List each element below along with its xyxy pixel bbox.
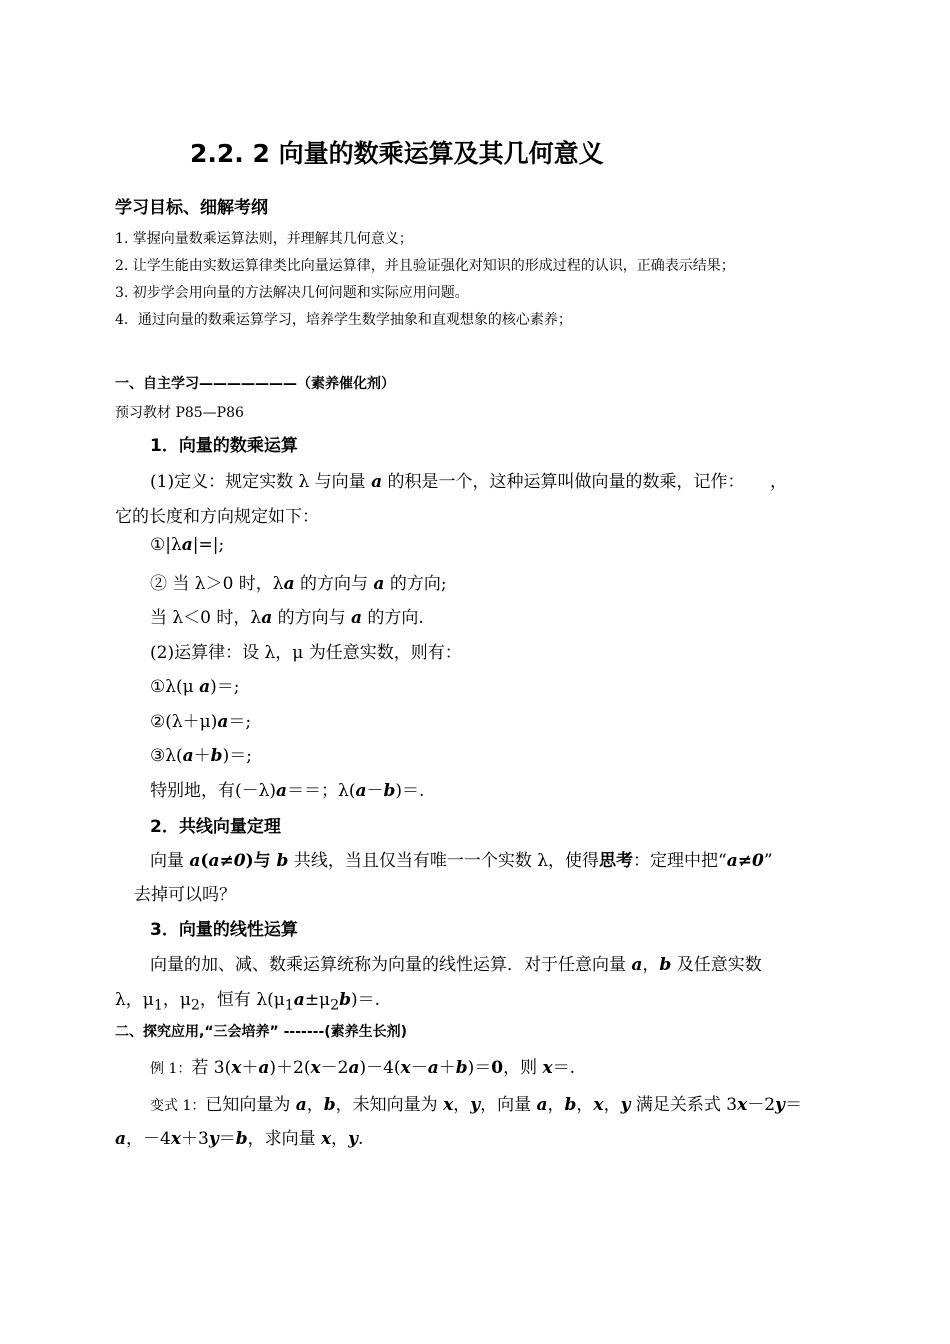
topic1-heading: 1．向量的数乘运算 [150, 436, 298, 456]
text-segment: ， [453, 1095, 471, 1115]
text-segment: ＝ [218, 1129, 236, 1149]
vector-symbol: b [455, 1058, 468, 1078]
vector-symbol: a [631, 955, 643, 975]
example-label: 例 1： [150, 1061, 192, 1077]
text-segment: )＝ [467, 1058, 492, 1078]
text-segment: ， [306, 1095, 324, 1115]
text-segment: 的方向与 [294, 574, 374, 594]
objective-item: 4．通过向量的数乘运算学习，培养学生数学抽象和直观想象的核心素养； [115, 312, 572, 328]
text-segment: ③λ( [150, 746, 183, 766]
text-segment: －2 [320, 1058, 349, 1078]
definition-line-2: 它的长度和方向规定如下： [115, 507, 319, 527]
objective-item: 2. 让学生能由实数运算律类比向量运算律，并且验证强化对知识的形成过程的认识，正确表示结果； [115, 258, 735, 274]
subscript: 2 [190, 997, 200, 1014]
text-segment: ±μ [304, 990, 331, 1010]
text-segment: )＋2( [269, 1058, 311, 1078]
text-segment: －2 [747, 1095, 776, 1115]
text-segment: ， [331, 1129, 349, 1149]
vector-symbol: a [115, 1129, 127, 1149]
text-segment: 特别地，有(－λ) [150, 781, 277, 801]
topic2-heading: 2．共线向量定理 [150, 817, 281, 837]
vector-symbol: a [258, 1058, 270, 1078]
text-segment: 当 λ＜0 时，λ [150, 608, 262, 628]
vector-symbol: a [189, 851, 201, 871]
linear-operation-line-2 [115, 985, 380, 1013]
text-segment: ” [763, 851, 773, 871]
text-segment: 已知向量为 [205, 1095, 296, 1115]
text-segment: 的方向与 [272, 608, 352, 628]
vector-symbol: a [199, 677, 211, 697]
vector-symbol: y [470, 1095, 481, 1115]
vector-symbol: x [170, 1129, 181, 1149]
think-label: 思考 [599, 851, 634, 871]
rule-length [150, 535, 224, 555]
law-intro: (2)运算律：设 λ，μ 为任意实数，则有： [150, 643, 462, 663]
text-segment: )＝. [351, 990, 381, 1010]
text-segment: ， [642, 955, 660, 975]
vector-symbol: a [427, 1058, 439, 1078]
text-segment: ，求向量 [247, 1129, 321, 1149]
text-segment: ＝＝；λ( [287, 781, 356, 801]
text-segment: ， [576, 1095, 594, 1115]
text-segment: (1)定义：规定实数 λ 与向量 [150, 472, 372, 492]
text-segment: － [410, 1058, 428, 1078]
text-segment: ， [603, 1095, 621, 1115]
vector-symbol: a≠0 [208, 851, 246, 871]
vector-symbol: x [542, 1058, 553, 1078]
text-segment: 的积是一个，这种运算叫做向量的数乘，记作： ， [382, 472, 787, 492]
subscript: 2 [330, 997, 340, 1014]
objective-item: 3. 初步学会用向量的方法解决几何问题和实际应用问题。 [115, 285, 469, 301]
vector-symbol: x [231, 1058, 242, 1078]
text-segment: ＋ [438, 1058, 456, 1078]
text-segment: ，则 [503, 1058, 543, 1078]
text-segment: ②(λ＋μ) [150, 712, 218, 732]
vector-symbol: x [310, 1058, 321, 1078]
vector-symbol: a [182, 746, 194, 766]
vector-symbol: a [293, 990, 305, 1010]
objective-item: 1. 掌握向量数乘运算法则，并理解其几何意义； [115, 231, 413, 247]
subscript: 1 [153, 997, 163, 1014]
example-1 [150, 1053, 575, 1078]
text-segment: 向量 [150, 851, 190, 871]
vector-symbol: b [276, 851, 289, 871]
vector-symbol: x [321, 1129, 332, 1149]
law-special [150, 776, 424, 801]
vector-symbol: a [355, 781, 367, 801]
objectives-heading: 学习目标、细解考纲 [115, 198, 268, 218]
text-segment: ，－4 [126, 1129, 171, 1149]
vector-symbol: b [210, 746, 223, 766]
text-segment: ，未知向量为 [335, 1095, 444, 1115]
vector-symbol: a [217, 712, 229, 732]
vector-symbol: a [536, 1095, 548, 1115]
text-segment: )与 [245, 851, 277, 871]
text-segment: ①λ(μ [150, 677, 200, 697]
section1-heading: 一、自主学习———————（素养催化剂） [115, 376, 395, 392]
text-segment: 向量的加、减、数乘运算统称为向量的线性运算．对于任意向量 [150, 955, 632, 975]
vector-symbol: a [351, 608, 363, 628]
text-segment: ：定理中把“ [633, 851, 727, 871]
text-segment: )＝; [210, 677, 240, 697]
text-segment: ， [547, 1095, 565, 1115]
section2-heading: 二、探究应用,“三会培养” -------(素养生长剂) [115, 1024, 408, 1040]
law-associative [150, 672, 240, 697]
vector-symbol: a [373, 574, 385, 594]
text-segment: ＝; [228, 712, 252, 732]
text-segment: 共线，当且仅当有唯一一个实数 λ，使得 [288, 851, 600, 871]
variant-1-line-2 [115, 1124, 363, 1149]
text-segment: . [358, 1129, 364, 1149]
text-segment: 满足关系式 3 [630, 1095, 738, 1115]
text-segment: )＝. [395, 781, 425, 801]
text-segment: 的方向. [362, 608, 424, 628]
law-distributive-2 [150, 741, 252, 766]
text-segment: 的方向; [384, 574, 447, 594]
vector-symbol: y [620, 1095, 631, 1115]
collinear-question: 去掉可以吗？ [134, 885, 236, 905]
law-distributive-1 [150, 707, 251, 732]
text-segment: ＋3 [180, 1129, 209, 1149]
vector-symbol: a [276, 781, 288, 801]
text-segment: 及任意实数 [671, 955, 762, 975]
vector-symbol: y [775, 1095, 785, 1115]
page-title: 2.2. 2 向量的数乘运算及其几何意义 [190, 139, 604, 168]
text-segment: λ，μ [115, 990, 154, 1010]
text-segment: ＋ [241, 1058, 259, 1078]
vector-symbol: x [443, 1095, 454, 1115]
preview-text: 预习教材 P85—P86 [115, 405, 244, 421]
variant-label: 变式 1： [150, 1098, 206, 1114]
collinear-theorem [150, 846, 773, 871]
vector-symbol: a [295, 1095, 307, 1115]
vector-symbol: a [181, 535, 193, 555]
text-segment: |=|; [192, 535, 225, 555]
text-segment: ( [200, 851, 209, 871]
vector-symbol: a [261, 608, 273, 628]
text-segment: 若 3( [191, 1058, 232, 1078]
vector-symbol: a [371, 472, 383, 492]
vector-symbol: a [283, 574, 295, 594]
vector-symbol: y [348, 1129, 359, 1149]
definition-line [150, 467, 787, 492]
vector-symbol: b [383, 781, 396, 801]
subscript: 1 [284, 997, 294, 1014]
vector-symbol: b [323, 1095, 336, 1115]
vector-symbol: b [235, 1129, 248, 1149]
text-segment: ①|λ [150, 535, 182, 555]
vector-symbol: x [400, 1058, 411, 1078]
text-segment: ，μ [162, 990, 191, 1010]
rule-direction-positive [150, 569, 447, 594]
vector-symbol: x [593, 1095, 604, 1115]
vector-symbol: a [348, 1058, 360, 1078]
topic3-heading: 3．向量的线性运算 [150, 920, 298, 940]
vector-symbol: b [339, 990, 352, 1010]
rule-direction-negative [150, 603, 424, 628]
vector-symbol: a≠0 [726, 851, 764, 871]
text-segment: ，恒有 λ(μ [199, 990, 285, 1010]
vector-symbol: y [208, 1129, 219, 1149]
linear-operation-line [150, 950, 762, 975]
vector-symbol: b [564, 1095, 577, 1115]
vector-symbol: x [737, 1095, 748, 1115]
text-segment: ，向量 [480, 1095, 537, 1115]
variant-1 [150, 1090, 802, 1115]
vector-symbol: b [659, 955, 672, 975]
zero-vector: 0 [491, 1058, 504, 1078]
text-segment: ② 当 λ＞0 时，λ [150, 574, 284, 594]
text-segment: ＝. [552, 1058, 576, 1078]
text-segment: － [366, 781, 384, 801]
text-segment: )－4( [359, 1058, 401, 1078]
text-segment: ＝ [784, 1095, 802, 1115]
text-segment: )＝; [222, 746, 252, 766]
text-segment: ＋ [193, 746, 211, 766]
